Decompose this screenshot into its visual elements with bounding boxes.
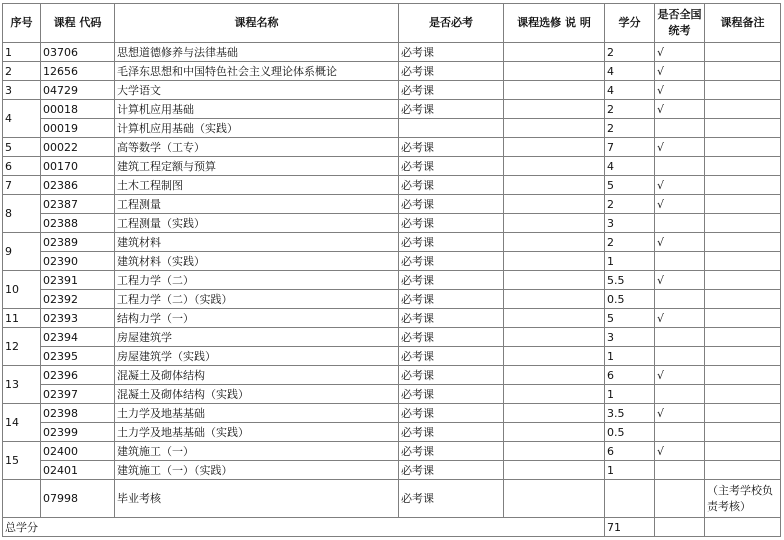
table-row [3,328,781,347]
national-exam-cell: √ [655,138,705,157]
national-exam-cell: √ [655,43,705,62]
course-code-cell: 02391 [41,271,115,290]
elective-note-cell [504,138,605,157]
credit-cell: 6 [605,366,655,385]
course-code-cell: 02399 [41,423,115,442]
header-row [3,4,781,43]
elective-note-cell [504,309,605,328]
course-name-cell: 房屋建筑学（实践） [115,347,399,366]
table-row [3,290,781,309]
seq-cell: 11 [3,309,41,328]
credit-cell: 5.5 [605,271,655,290]
elective-note-cell [504,404,605,423]
table-row [3,81,781,100]
national-exam-cell: √ [655,271,705,290]
course-code-cell: 02394 [41,328,115,347]
required-cell: 必考课 [399,252,504,271]
course-code-cell: 00019 [41,119,115,138]
elective-note-cell [504,214,605,233]
course-name-cell: 建筑施工（一） [115,442,399,461]
national-exam-cell: √ [655,404,705,423]
credit-cell: 2 [605,43,655,62]
table-row [3,385,781,404]
national-exam-cell [655,157,705,176]
course-name-cell: 土木工程制图 [115,176,399,195]
table-row [3,480,781,518]
national-exam-cell [655,214,705,233]
remark-cell [705,366,781,385]
course-code-cell: 03706 [41,43,115,62]
required-cell: 必考课 [399,461,504,480]
course-name-cell: 工程测量（实践） [115,214,399,233]
seq-cell: 3 [3,81,41,100]
national-exam-cell [655,328,705,347]
remark-cell [705,442,781,461]
elective-note-cell [504,252,605,271]
seq-cell: 15 [3,442,41,480]
national-exam-cell: √ [655,81,705,100]
elective-note-cell [504,442,605,461]
course-code-cell: 02389 [41,233,115,252]
elective-note-cell [504,119,605,138]
remark-cell [705,233,781,252]
national-exam-cell: √ [655,233,705,252]
course-code-cell: 02387 [41,195,115,214]
required-cell: 必考课 [399,347,504,366]
table-row [3,62,781,81]
seq-cell: 8 [3,195,41,233]
course-name-cell: 高等数学（工专） [115,138,399,157]
elective-note-cell [504,423,605,442]
remark-cell [705,404,781,423]
required-cell: 必考课 [399,233,504,252]
header-course-name: 课程名称 [115,4,399,43]
required-cell [399,119,504,138]
elective-note-cell [504,480,605,518]
course-code-cell: 02401 [41,461,115,480]
course-name-cell: 工程力学（二）（实践） [115,290,399,309]
header-elective-note: 课程选修 说 明 [504,4,605,43]
remark-cell [705,423,781,442]
required-cell: 必考课 [399,43,504,62]
remark-cell [705,195,781,214]
required-cell: 必考课 [399,309,504,328]
elective-note-cell [504,461,605,480]
course-code-cell: 02386 [41,176,115,195]
total-row [3,518,781,537]
table-row [3,233,781,252]
seq-cell: 7 [3,176,41,195]
national-exam-cell: √ [655,62,705,81]
seq-cell: 6 [3,157,41,176]
remark-cell [705,328,781,347]
course-name-cell: 工程测量 [115,195,399,214]
required-cell: 必考课 [399,100,504,119]
remark-cell [705,100,781,119]
course-code-cell: 02397 [41,385,115,404]
table-row [3,157,781,176]
seq-cell: 12 [3,328,41,366]
elective-note-cell [504,366,605,385]
credit-cell: 0.5 [605,290,655,309]
course-code-cell: 04729 [41,81,115,100]
table-row [3,309,781,328]
national-exam-cell [655,385,705,404]
required-cell: 必考课 [399,62,504,81]
course-code-cell: 00018 [41,100,115,119]
required-cell: 必考课 [399,138,504,157]
remark-cell [705,119,781,138]
seq-cell: 13 [3,366,41,404]
elective-note-cell [504,195,605,214]
header-seq: 序号 [3,4,41,43]
course-name-cell: 建筑工程定额与预算 [115,157,399,176]
elective-note-cell [504,157,605,176]
credit-cell: 2 [605,233,655,252]
national-exam-cell [655,423,705,442]
required-cell: 必考课 [399,195,504,214]
course-code-cell: 02390 [41,252,115,271]
total-label: 总学分 [3,518,605,537]
required-cell: 必考课 [399,385,504,404]
seq-cell: 1 [3,43,41,62]
required-cell: 必考课 [399,366,504,385]
table-row [3,195,781,214]
credit-cell: 2 [605,195,655,214]
course-code-cell: 02393 [41,309,115,328]
course-name-cell: 土力学及地基基础 [115,404,399,423]
header-remark: 课程备注 [705,4,781,43]
course-code-cell: 02395 [41,347,115,366]
remark-cell [705,138,781,157]
credit-cell: 5 [605,176,655,195]
total-national-exam [655,518,705,537]
national-exam-cell [655,252,705,271]
credit-cell: 3 [605,328,655,347]
remark-cell [705,43,781,62]
course-code-cell: 00022 [41,138,115,157]
course-code-cell: 02396 [41,366,115,385]
course-name-cell: 混凝土及砌体结构 [115,366,399,385]
course-name-cell: 结构力学（一） [115,309,399,328]
national-exam-cell [655,119,705,138]
national-exam-cell [655,461,705,480]
total-remark [705,518,781,537]
remark-cell: （主考学校负责考核） [705,480,781,518]
credit-cell: 3.5 [605,404,655,423]
table-row [3,347,781,366]
course-name-cell: 毕业考核 [115,480,399,518]
course-name-cell: 工程力学（二） [115,271,399,290]
remark-cell [705,385,781,404]
credit-cell: 5 [605,309,655,328]
table-row [3,366,781,385]
seq-cell: 2 [3,62,41,81]
curriculum-table [2,3,781,537]
remark-cell [705,157,781,176]
elective-note-cell [504,347,605,366]
national-exam-cell: √ [655,442,705,461]
header-required: 是否必考 [399,4,504,43]
course-code-cell: 12656 [41,62,115,81]
remark-cell [705,81,781,100]
seq-cell: 10 [3,271,41,309]
course-name-cell: 土力学及地基基础（实践） [115,423,399,442]
credit-cell: 4 [605,81,655,100]
elective-note-cell [504,328,605,347]
table-row [3,119,781,138]
table-row [3,461,781,480]
elective-note-cell [504,290,605,309]
header-national-exam: 是否全国统考 [655,4,705,43]
credit-cell: 1 [605,347,655,366]
course-name-cell: 计算机应用基础 [115,100,399,119]
required-cell: 必考课 [399,81,504,100]
credit-cell: 4 [605,157,655,176]
course-name-cell: 房屋建筑学 [115,328,399,347]
national-exam-cell [655,480,705,518]
elective-note-cell [504,176,605,195]
seq-cell: 4 [3,100,41,138]
course-code-cell: 02392 [41,290,115,309]
remark-cell [705,214,781,233]
course-code-cell: 00170 [41,157,115,176]
credit-cell: 6 [605,442,655,461]
national-exam-cell: √ [655,195,705,214]
national-exam-cell: √ [655,366,705,385]
seq-cell: 5 [3,138,41,157]
elective-note-cell [504,62,605,81]
remark-cell [705,271,781,290]
seq-cell: 9 [3,233,41,271]
credit-cell: 3 [605,214,655,233]
elective-note-cell [504,100,605,119]
required-cell: 必考课 [399,271,504,290]
table-row [3,271,781,290]
table-row [3,423,781,442]
seq-cell [3,480,41,518]
header-credit: 学分 [605,4,655,43]
course-name-cell: 建筑材料（实践） [115,252,399,271]
elective-note-cell [504,271,605,290]
course-code-cell: 02388 [41,214,115,233]
required-cell: 必考课 [399,290,504,309]
elective-note-cell [504,385,605,404]
table-row [3,442,781,461]
course-code-cell: 02400 [41,442,115,461]
course-name-cell: 计算机应用基础（实践） [115,119,399,138]
credit-cell: 0.5 [605,423,655,442]
course-name-cell: 建筑材料 [115,233,399,252]
course-code-cell: 07998 [41,480,115,518]
course-name-cell: 建筑施工（一）（实践） [115,461,399,480]
remark-cell [705,309,781,328]
credit-cell: 4 [605,62,655,81]
national-exam-cell [655,347,705,366]
required-cell: 必考课 [399,480,504,518]
course-code-cell: 02398 [41,404,115,423]
credit-cell: 2 [605,119,655,138]
elective-note-cell [504,81,605,100]
table-row [3,43,781,62]
remark-cell [705,252,781,271]
required-cell: 必考课 [399,176,504,195]
remark-cell [705,62,781,81]
seq-cell: 14 [3,404,41,442]
table-row [3,252,781,271]
national-exam-cell [655,290,705,309]
table-row [3,176,781,195]
curriculum-table-wrapper [2,3,781,537]
table-row [3,100,781,119]
course-name-cell: 大学语文 [115,81,399,100]
table-row [3,138,781,157]
remark-cell [705,176,781,195]
remark-cell [705,290,781,309]
course-name-cell: 毛泽东思想和中国特色社会主义理论体系概论 [115,62,399,81]
required-cell: 必考课 [399,214,504,233]
credit-cell [605,480,655,518]
required-cell: 必考课 [399,157,504,176]
national-exam-cell: √ [655,309,705,328]
elective-note-cell [504,233,605,252]
course-name-cell: 思想道德修养与法律基础 [115,43,399,62]
required-cell: 必考课 [399,328,504,347]
course-name-cell: 混凝土及砌体结构（实践） [115,385,399,404]
table-row [3,404,781,423]
national-exam-cell: √ [655,176,705,195]
table-row [3,214,781,233]
credit-cell: 7 [605,138,655,157]
remark-cell [705,347,781,366]
credit-cell: 1 [605,385,655,404]
credit-cell: 1 [605,461,655,480]
required-cell: 必考课 [399,404,504,423]
required-cell: 必考课 [399,442,504,461]
total-credit: 71 [605,518,655,537]
credit-cell: 1 [605,252,655,271]
header-course-code: 课程 代码 [41,4,115,43]
remark-cell [705,461,781,480]
credit-cell: 2 [605,100,655,119]
elective-note-cell [504,43,605,62]
national-exam-cell: √ [655,100,705,119]
required-cell: 必考课 [399,423,504,442]
